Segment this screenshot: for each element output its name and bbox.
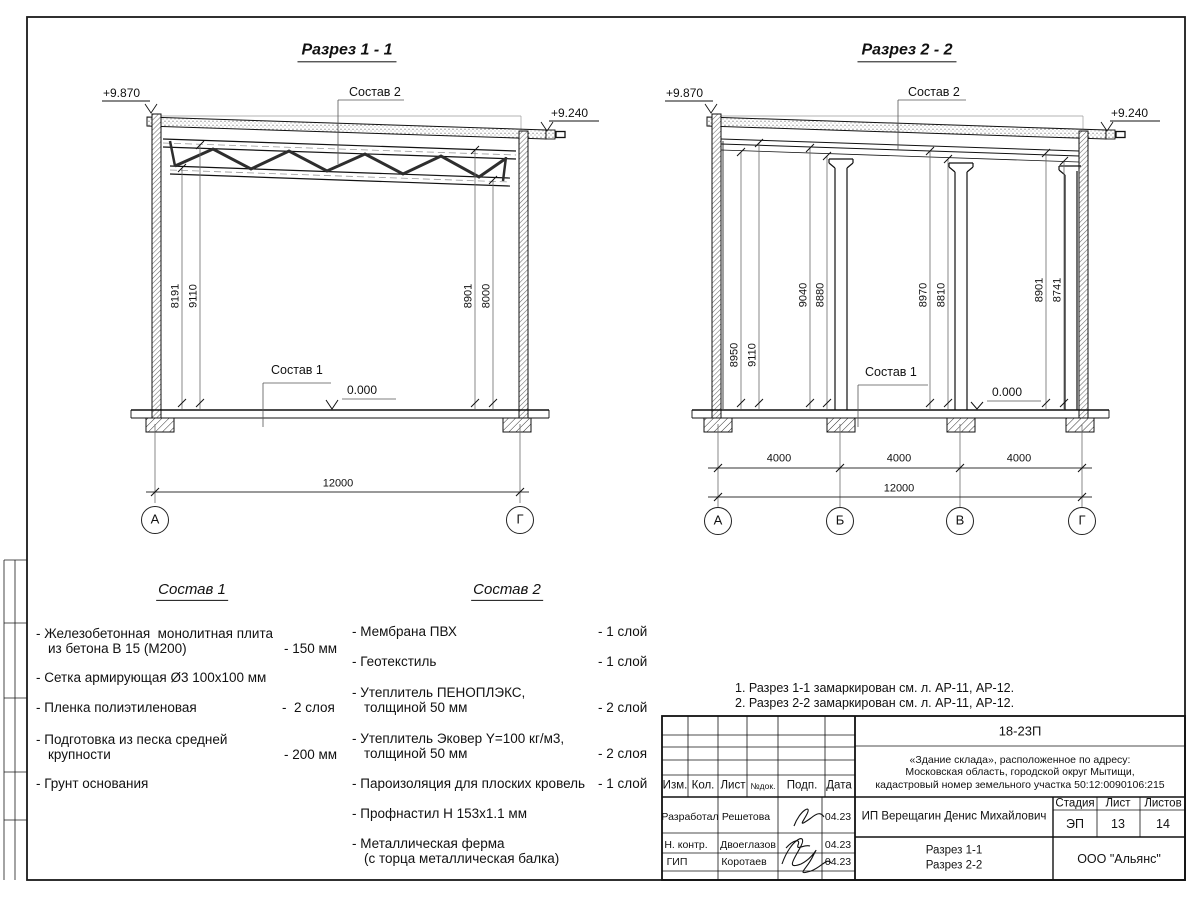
- vertical-dim: 8191: [169, 283, 182, 309]
- list-item: - Геотекстиль: [352, 654, 437, 669]
- row-date: 04.23: [824, 855, 852, 868]
- section-2-2-linework: [665, 100, 1160, 535]
- column-header-kol: Кол.: [691, 779, 715, 792]
- bay-dim: 4000: [886, 452, 912, 465]
- vertical-dim: 8741: [1051, 277, 1064, 303]
- list-item: - Подготовка из песка средней: [36, 732, 228, 747]
- row-role: Н. контр.: [664, 838, 708, 851]
- object-description: кадастровый номер земельного участка 50:12:0090106:215: [875, 778, 1165, 791]
- vertical-dim: 9040: [797, 282, 810, 308]
- composition-1-title: Состав 1: [156, 581, 228, 601]
- floor-callout-label: Состав 1: [271, 363, 323, 377]
- axis-bubble-label: В: [955, 512, 965, 528]
- list-item: - Металлическая ферма: [352, 836, 505, 851]
- zero-elevation-label: 0.000: [992, 385, 1023, 399]
- column-header-ndok: №док.: [750, 781, 776, 792]
- vertical-dim: 8970: [917, 282, 930, 308]
- list-item-value: - 200 мм: [284, 747, 338, 762]
- list-item-value: - 1 слой: [598, 654, 648, 669]
- list-item-value: - 1 слой: [598, 624, 648, 639]
- vertical-dim: 8880: [814, 282, 827, 308]
- elevation-label: +9.870: [666, 86, 704, 100]
- company-name: ООО "Альянс": [1077, 851, 1161, 866]
- axis-bubble-label: Б: [835, 512, 845, 528]
- list-item: - Пароизоляция для плоских кровель: [352, 776, 586, 791]
- stage-header: Стадия: [1055, 797, 1095, 810]
- object-description: Московская область, городской округ Мытищи,: [905, 765, 1135, 778]
- column-header-data: Дата: [826, 779, 852, 792]
- floor-callout-label: Состав 1: [865, 365, 917, 379]
- elevation-label: +9.240: [551, 106, 589, 120]
- sheets-header: Листов: [1144, 797, 1182, 810]
- axis-bubble-label: А: [713, 512, 723, 528]
- sheet-title-line: Разрез 2-2: [925, 859, 983, 872]
- list-item: - Профнастил Н 153х1.1 мм: [352, 806, 527, 821]
- list-item: - Утеплитель ПЕНОПЛЭКС,: [352, 685, 526, 700]
- vertical-dim: 8901: [1033, 277, 1046, 303]
- list-item-value: - 2 слоя: [282, 700, 335, 715]
- vertical-dim: 9110: [187, 284, 200, 308]
- section-2-title: Разрез 2 - 2: [857, 41, 956, 62]
- row-role: ГИП: [666, 855, 688, 868]
- object-description: «Здание склада», расположенное по адресу:: [909, 753, 1131, 766]
- row-role: Разработал: [661, 810, 719, 823]
- stage-value: ЭП: [1066, 816, 1084, 831]
- column-header-izm: Изм.: [662, 779, 688, 792]
- list-item: - Пленка полиэтиленовая: [36, 700, 197, 715]
- signature-2: [782, 839, 831, 873]
- bay-dim: 4000: [766, 452, 792, 465]
- note-line: 1. Разрез 1-1 замаркирован см. л. АР-11, АР-12.: [735, 681, 1015, 695]
- client-name: ИП Верещагин Денис Михайлович: [861, 810, 1047, 823]
- sheet-number: 13: [1111, 816, 1125, 831]
- signature-3: [786, 841, 810, 848]
- vertical-dim: 9110: [746, 343, 759, 367]
- axis-bubble-label: Г: [1078, 512, 1086, 528]
- section-1-1-linework: [102, 100, 599, 534]
- list-item: - Утеплитель Эковер Y=100 кг/м3,: [352, 731, 565, 746]
- vertical-dim: 8810: [935, 282, 948, 308]
- signatures: [782, 809, 831, 873]
- list-item: (с торца металлическая балка): [364, 851, 560, 866]
- sheet-frame: [4, 17, 1185, 880]
- sheet-header: Лист: [1105, 797, 1131, 810]
- list-item: толщиной 50 мм: [364, 700, 468, 715]
- list-item: - Мембрана ПВХ: [352, 624, 457, 639]
- row-date: 04.23: [824, 838, 852, 851]
- column-header-list: Лист: [720, 779, 746, 792]
- row-name: Двоеглазов: [720, 838, 776, 851]
- list-item-value: - 2 слой: [598, 700, 648, 715]
- row-name: Коротаев: [721, 855, 767, 868]
- vertical-dim: 8000: [480, 283, 493, 309]
- list-item: толщиной 50 мм: [364, 746, 468, 761]
- sheet-title-line: Разрез 1-1: [925, 844, 983, 857]
- zero-elevation-label: 0.000: [347, 383, 378, 397]
- composition-2-title: Состав 2: [471, 581, 543, 601]
- roof-callout-label: Состав 2: [349, 85, 401, 99]
- list-item: крупности: [48, 747, 111, 762]
- total-dim: 12000: [322, 477, 354, 490]
- list-item: из бетона В 15 (М200): [48, 641, 187, 656]
- list-item-value: - 1 слой: [598, 776, 648, 791]
- note-line: 2. Разрез 2-2 замаркирован см. л. АР-11, АР-12.: [735, 696, 1015, 710]
- bay-dim: 4000: [1006, 452, 1032, 465]
- list-item-value: - 2 слоя: [598, 746, 648, 761]
- elevation-label: +9.240: [1111, 106, 1149, 120]
- section-1-title: Разрез 1 - 1: [297, 41, 396, 62]
- axis-bubble-label: А: [150, 511, 160, 527]
- signature-1: [794, 809, 824, 826]
- elevation-label: +9.870: [103, 86, 141, 100]
- sheets-total: 14: [1156, 816, 1170, 831]
- vertical-dim: 8901: [462, 283, 475, 309]
- row-name: Решетова: [721, 810, 771, 823]
- list-item-value: - 150 мм: [284, 641, 338, 656]
- row-date: 04.23: [824, 810, 852, 823]
- column-header-podp: Подп.: [786, 779, 818, 792]
- list-item: - Железобетонная монолитная плита: [36, 626, 274, 641]
- document-number: 18-23П: [998, 723, 1042, 739]
- total-dim: 12000: [883, 482, 915, 495]
- roof-callout-label: Состав 2: [908, 85, 960, 99]
- axis-bubble-label: Г: [516, 511, 524, 527]
- list-item: - Сетка армирующая Ø3 100х100 мм: [36, 670, 267, 685]
- list-item: - Грунт основания: [36, 776, 149, 791]
- vertical-dim: 8950: [728, 342, 741, 368]
